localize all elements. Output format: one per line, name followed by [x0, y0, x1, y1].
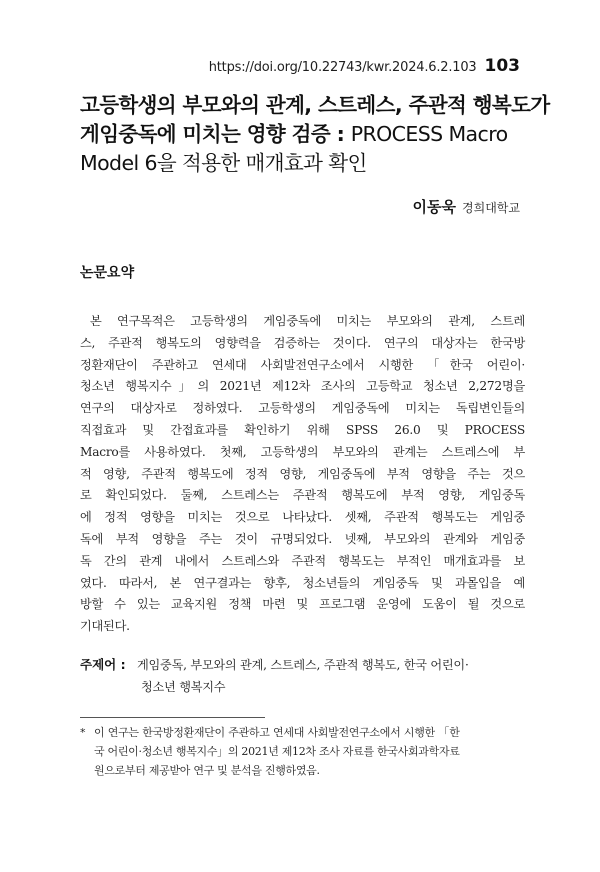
abstract-line: 본 연구목적은 고등학생의 게임중독에 미치는 부모와의 관계, 스트레: [90, 314, 525, 328]
keywords-label: 주제어 :: [80, 657, 126, 672]
abstract-line: 청소년 행복지수」의 2021년 제12차 조사의 고등학교 청소년 2,272명을: [80, 379, 525, 394]
author-affiliation: 경희대학교: [462, 201, 520, 215]
abstract-line: 방할 수 있는 교육지원 정책 마련 및 프로그램 운영에 도움이 될 것으로: [80, 597, 525, 612]
abstract-body: [80, 311, 525, 638]
abstract-line: Macro를 사용하였다. 첫째, 고등학생의 부모와의 관계는 스트레스에 부: [80, 444, 525, 459]
abstract-line: 독 간의 관계 내에서 스트레스와 주관적 행복도는 부적인 매개효과를 보: [80, 553, 525, 568]
keywords-line: 게임중독, 부모와의 관계, 스트레스, 주관적 행복도, 한국 어린이·: [137, 658, 469, 672]
abstract-line: 였다. 따라서, 본 연구결과는 향후, 청소년들의 게임중독 및 과몰입을 예: [80, 575, 525, 590]
title-line-text: 게임중독에 미치는 영향 검증 :: [80, 122, 351, 146]
footnote-line: 이 연구는 한국방정환재단이 주관하고 연세대 사회발전연구소에서 시행한 「한: [94, 726, 460, 739]
running-header: [209, 56, 520, 76]
keywords-line: 청소년 행복지수: [141, 680, 226, 694]
doi-link[interactable]: https://doi.org/10.22743/kwr.2024.6.2.103: [208, 60, 477, 75]
footnote-mark: *: [80, 726, 86, 739]
abstract-line: 에 정적 영향을 미치는 것으로 나타났다. 셋째, 주관적 행복도는 게임중: [80, 510, 525, 525]
paper-title: [80, 91, 550, 178]
footnote-text: [94, 723, 460, 780]
footnote: [80, 723, 525, 780]
title-line-tail: PROCESS Macro: [350, 122, 508, 146]
abstract-line: 정환재단이 주관하고 연세대 사회발전연구소에서 시행한 「한국 어린이·: [80, 357, 525, 372]
keywords-block: [80, 654, 525, 698]
keywords-list: [137, 654, 469, 698]
page-number: 103: [484, 56, 520, 76]
title-line: Model 6을 적용한 매개효과 확인: [80, 151, 367, 175]
abstract-line: 스, 주관적 행복도의 영향력을 검증하는 것이다. 연구의 대상자는 한국방: [80, 335, 525, 350]
footnote-divider: [80, 717, 265, 718]
abstract-heading: 논문요약: [80, 265, 135, 281]
author-block: [413, 196, 520, 217]
abstract-line: 적 영향, 주관적 행복도에 정적 영향, 게임중독에 부적 영향을 주는 것으: [80, 466, 525, 481]
footnote-line: 국 어린이·청소년 행복지수」의 2021년 제12차 조사 자료를 한국사회과학자료: [94, 745, 460, 758]
abstract-line: 로 확인되었다. 둘째, 스트레스는 주관적 행복도에 부적 영향, 게임중독: [80, 488, 525, 503]
footnote-line: 원으로부터 제공받아 연구 및 분석을 진행하였음.: [94, 764, 320, 777]
author-name: 이동욱: [412, 198, 457, 216]
abstract-line: 연구의 대상자로 정하였다. 고등학생의 게임중독에 미치는 독립변인들의: [80, 401, 525, 416]
abstract-line: 독에 부적 영향을 주는 것이 규명되었다. 넷째, 부모와의 관계와 게임중: [80, 531, 525, 546]
title-line: [80, 120, 525, 149]
title-line: 고등학생의 부모와의 관계, 스트레스, 주관적 행복도가: [80, 93, 550, 117]
abstract-line: 기대된다.: [80, 619, 130, 634]
abstract-line: 직접효과 및 간접효과를 확인하기 위해 SPSS 26.0 및 PROCESS: [80, 422, 525, 437]
